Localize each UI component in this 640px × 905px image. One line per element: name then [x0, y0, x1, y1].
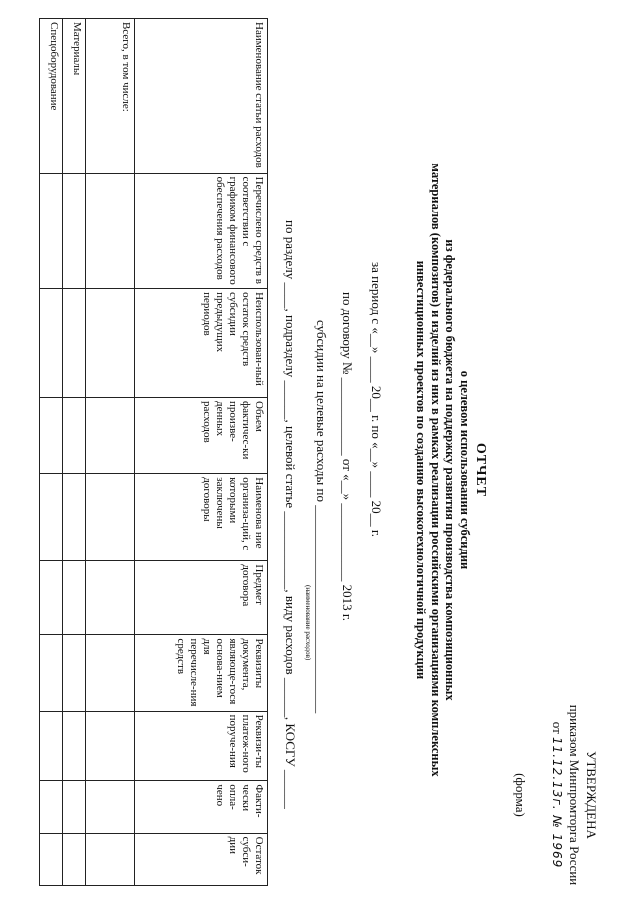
table-cell — [63, 781, 86, 833]
table-cell — [40, 398, 63, 474]
table-cell — [63, 711, 86, 781]
table-header: Остаток субси-дии — [135, 833, 268, 885]
purpose-note: (наименование расходов) — [304, 585, 312, 661]
table-header: Наименова ние организа-ций, с которыми заключены договоры — [135, 474, 268, 561]
form-label: (форма) — [513, 773, 528, 817]
approval-date — [548, 700, 566, 890]
contract-field: по договору № ____________ от «__» ____________ 2013 г. — [340, 292, 355, 621]
table-header: Неиспользован-ный остаток средств субсидии предыдущих периодов — [135, 289, 268, 398]
period-field: за период с «__» ____ 20__ г. по «__» ____ 20__ г. — [369, 262, 384, 538]
approval-title: УТВЕРЖДЕНА — [584, 751, 599, 839]
table-cell — [86, 781, 135, 833]
table-header: Наименование статьи расходов — [135, 19, 268, 174]
table-cell — [63, 635, 86, 711]
report-title-line: из федерального бюджета на поддержку развития производства композиционных — [443, 239, 458, 701]
table-cell — [86, 173, 135, 288]
table-header: Факти-чески опла-чено — [135, 781, 268, 833]
table-cell — [63, 833, 86, 885]
table-cell — [40, 289, 63, 398]
report-title-main: ОТЧЕТ — [473, 442, 488, 498]
row-label: Всего, в том числе: — [86, 19, 135, 174]
table-cell — [86, 711, 135, 781]
table-cell — [40, 474, 63, 561]
table-cell — [63, 561, 86, 635]
purpose-field: субсидии на целевые расходы по ________________________________ — [314, 320, 329, 714]
table-cell — [63, 474, 86, 561]
table-row — [86, 19, 135, 886]
table-header: Перечислено средств в соответствии с графиком финансового обеспечения расходов — [135, 173, 268, 288]
table-cell — [63, 173, 86, 288]
row-label: Материалы — [63, 19, 86, 174]
table-cell — [86, 833, 135, 885]
table-header: Предмет договора — [135, 561, 268, 635]
table-cell — [86, 635, 135, 711]
report-table — [39, 18, 268, 886]
table-cell — [40, 833, 63, 885]
table-cell — [63, 398, 86, 474]
report-title-line: инвестиционных проектов по созданию высокотехнологичной продукции — [414, 260, 429, 680]
table-cell — [40, 635, 63, 711]
table-cell — [86, 474, 135, 561]
approval-date-prefix: от — [550, 721, 565, 734]
table-cell — [86, 398, 135, 474]
table-cell — [40, 781, 63, 833]
approval-order: приказом Минпромторга России — [567, 704, 582, 886]
table-row — [63, 19, 86, 886]
table-cell — [63, 289, 86, 398]
approval-stamp — [548, 700, 600, 890]
table-header: Объем фактичес-ки произве-денных расходов — [135, 398, 268, 474]
row-label: Спецоборудование — [40, 19, 63, 174]
table-cell — [86, 561, 135, 635]
table-header: Реквизи-ты платеж-ного поруче-ния — [135, 711, 268, 781]
table-cell — [40, 561, 63, 635]
report-title-line: материалов (композитов) и изделий из них в рамках реализации российскими организациями комплексных — [429, 163, 443, 777]
table-cell — [40, 173, 63, 288]
table-header-row — [135, 19, 268, 886]
approval-date-handwritten: 11.12.13г. № 1969 — [550, 737, 564, 869]
report-title — [414, 150, 490, 790]
table-header: Реквизиты документа, являюще-гося основа-нием для перечисле-ния средств — [135, 635, 268, 711]
classification-field: по разделу ____, подразделу ______, целевой статье ____________, виду расходов ______, КОСГУ ______ — [283, 220, 298, 809]
report-title-line: о целевом использовании субсидии — [458, 370, 472, 570]
table-row — [40, 19, 63, 886]
table-cell — [40, 711, 63, 781]
table-cell — [86, 289, 135, 398]
